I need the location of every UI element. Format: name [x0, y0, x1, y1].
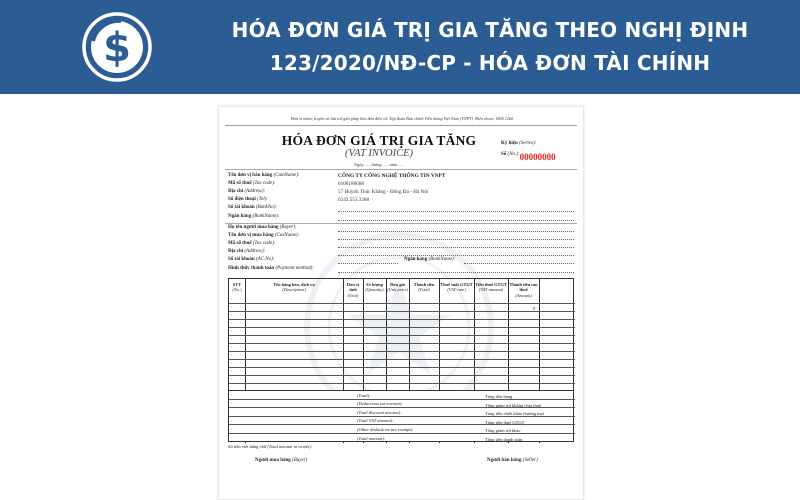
total-row: Tổng tiền hàng (Total):: [229, 391, 575, 400]
amount-in-words: Số tiền viết bằng chữ (Total amount in words):: [228, 444, 313, 449]
dollar-coin-logo-icon: [81, 11, 153, 83]
svg-text:$: $: [103, 25, 131, 71]
buyer-signature-label: Người mua hàng (Buyer): [255, 458, 308, 463]
seller-phone: 0243.553.3388: [338, 197, 370, 203]
invoice-number: Số (No.): 00000000: [501, 152, 556, 162]
buyer-tax-label: Mã số thuế (Tax code):: [228, 241, 276, 246]
col-header-vat-rate: Thuế suất GTGT (VAT rate): [440, 282, 473, 293]
col-header-description: Tên hàng hóa, dịch vụ (Description): [273, 282, 315, 293]
banner-title-line-2: 123/2020/NĐ-CP - HÓA ĐƠN TÀI CHÍNH: [269, 51, 711, 75]
first-row-vat-amount: 0: [533, 306, 536, 311]
col-header-quantity: Số lượng (Quantity): [365, 282, 384, 293]
payment-method-line: [338, 272, 574, 273]
total-row: Tổng tiền thuế GTGT (Total VAT amount):: [229, 417, 575, 426]
seller-tax-code: 0106180608: [338, 181, 364, 187]
seller-address-label: Địa chỉ (Address):: [228, 189, 266, 194]
seller-signature-label: Người bán hàng (Seller): [487, 458, 538, 463]
seller-tax-label: Mã số thuế (Tax code):: [228, 181, 276, 186]
buyer-bank-label: Ngân hàng (BankName):: [404, 257, 456, 262]
serial-label: Ký hiệu (Series):: [501, 141, 537, 146]
invoice-date-line: Ngày ..... tháng ..... năm .....: [354, 162, 404, 167]
buyer-person-label: Họ tên người mua hàng (Buyer):: [228, 225, 297, 230]
total-row: Tổng tiền thanh toán (Total amount):: [357, 435, 523, 442]
seller-name-label: Tên đơn vị bán hàng (CamName):: [228, 173, 300, 178]
buyer-unit-label: Tên đơn vị mua hàng (CusName):: [228, 233, 300, 238]
seller-phone-label: Số điện thoại (Tel):: [228, 197, 268, 202]
payment-method-label: Hình thức thanh toán (Payment method):: [228, 266, 314, 271]
buyer-tax-line: [338, 247, 574, 248]
buyer-unit-line: [338, 239, 574, 240]
buyer-bank-line: [464, 263, 574, 264]
banner-title-line-1: HÓA ĐƠN GIÁ TRỊ GIA TĂNG THEO NGHỊ ĐỊNH: [231, 18, 749, 42]
col-header-unit: Đơn vị tính (Unit): [346, 282, 360, 298]
invoice-subtitle: (VAT INVOICE): [344, 148, 414, 159]
total-row: Tổng tiền chiết khấu thương mại (Total discount amount):: [229, 408, 575, 417]
seller-divider: [225, 223, 577, 224]
col-header-amount: Thành tiền sau thuế (Amount): [509, 282, 538, 298]
seller-address: 57 Huỳnh Thúc Kháng - Đống Đa - Hà Nội: [338, 189, 429, 195]
buyer-address-label: Địa chỉ (Address):: [228, 249, 266, 254]
invoice-number-value: 00000000: [519, 152, 556, 162]
seller-bank-line: [338, 220, 574, 221]
col-header-unit-price: Đơn giá (Unit price): [387, 282, 408, 293]
total-row: Tổng giảm trừ khác (Other deductions tax-exempt):: [229, 425, 575, 434]
col-header-no: STT (No.): [232, 282, 242, 293]
provider-note: Đơn vị nhận, truyền và lưu trữ giải pháp hóa đơn điện tử: Tập đoàn Bưu chính Viễn thông Việt Nam (VNPT). Điện thoại: 1800 1260: [290, 116, 514, 121]
invoice-title: HÓA ĐƠN GIÁ TRỊ GIA TĂNG: [281, 133, 477, 148]
buyer-account-line: [338, 263, 398, 264]
header-banner: [0, 0, 800, 94]
seller-company: CÔNG TY CÔNG NGHỆ THÔNG TIN VNPT: [338, 173, 446, 179]
col-header-total: Thành tiền (Total): [413, 282, 435, 293]
buyer-account-label: Số tài khoản (AC.No):: [228, 257, 275, 262]
seller-bank-label: Ngân hàng (BankName):: [228, 214, 280, 219]
seller-account-label: Số tài khoản (BankNo):: [228, 205, 278, 210]
seller-account-line: [338, 211, 574, 212]
total-row: Tổng giảm trừ không chịu thuế (Deductions tax-exempt):: [229, 400, 575, 409]
totals-block: [228, 390, 574, 442]
buyer-address-line: [338, 255, 574, 256]
banner-title: [190, 14, 790, 80]
invoice-document: [218, 106, 584, 500]
top-divider: [225, 125, 577, 126]
col-header-vat-amount: Tiền thuế GTGT (VAT amount): [475, 282, 507, 293]
buyer-person-line: [338, 231, 574, 232]
header-divider: [225, 169, 577, 170]
